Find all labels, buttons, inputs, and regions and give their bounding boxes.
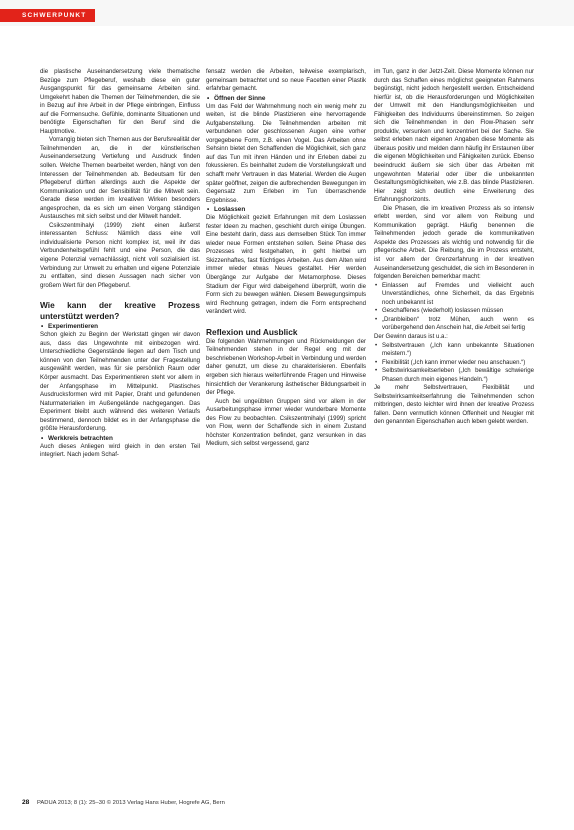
paragraph: Auch dieses Anliegen wird gleich in den ersten Teil integriert. Nach jedem Schaf- bbox=[40, 442, 200, 459]
section-label: SCHWERPUNKT bbox=[0, 9, 95, 22]
list-item: • Flexibilität („Ich kann immer wieder neu anschauen.“) bbox=[374, 359, 534, 368]
paragraph: Csikszentmihalyi (1999) zieht einen äußerst interessanten Schluss: Nämlich dass eine voll individualisierte Person nicht komplex ist, weil ihr das Verbundenheitsgefühl fehlt und eine Person, die das eigene Potenzial vernachlässigt, nicht voll sozialisiert ist. Verbindung zur Umwelt zu erhalten und eigene Potenziale zu entfalten, sind diesen Aussagen nach sicher von großem Wert für den Pflegeberuf. bbox=[40, 221, 200, 289]
paragraph: Der Gewinn daraus ist u.a.: bbox=[374, 332, 448, 340]
text-column-3 bbox=[374, 68, 534, 427]
citation-line: PADUA 2013; 8 (1): 25–30 © 2013 Verlag Hans Huber, Hogrefe AG, Bern bbox=[36, 800, 225, 806]
subheading: • Loslassen bbox=[206, 205, 366, 214]
paragraph: Um das Feld der Wahrnehmung noch ein wenig mehr zu weiten, ist die blinde Plastizieren eine hervorragende Aufgabenstellung. Die Teilnehmenden arbeiten mit verbundenen oder geschlossenen Augen eine vorher vorgegebene Form, z.B. einen Vogel. Das Arbeiten ohne Sehsinn bietet den Schaffenden die Möglichkeit, sich ganz auf das Tun mit ihren Händen und ihr Erleben dabei zu fokussieren. Es beinhaltet zudem die Vorstellungskraft und schafft mehr Vertrauen in das Material. Werden die Augen später geöffnet, zeigen die aufbrechenden Bewegungen im Gegensatz zum Erleben im Tun überraschende Ergebnisse. bbox=[206, 102, 366, 204]
subheading: • Öffnen der Sinne bbox=[206, 94, 366, 103]
list-item: • Selbstvertrauen („Ich kann unbekannte Situationen meistern.“) bbox=[374, 342, 534, 359]
section-heading: Reflexion und Ausblick bbox=[206, 326, 298, 337]
page-footer bbox=[22, 799, 225, 806]
list-item: • Selbstwirksamkeitserleben („Ich bewältige schwierige Phasen durch mein eigenes Handeln.“) bbox=[374, 367, 534, 384]
list-item: • „Dranbleiben“ trotz Mühen, auch wenn es vorübergehend den Anschein hat, die Arbeit sei fertig bbox=[374, 316, 534, 333]
page-number: 28 bbox=[22, 799, 30, 806]
paragraph: Je mehr Selbstvertrauen, Flexibilität und Selbstwirksamkeitserfahrung die Teilnehmenden schon mitbringen, desto leichter wird ihnen der kreative Prozess fallen. Denn vermutlich können Offenheit und Neugier mit den genannten Eigenschaften auch leben gelebt werden. bbox=[374, 384, 534, 426]
list bbox=[374, 282, 534, 333]
paragraph: Auch bei ungeübten Gruppen sind vor allem in der Ausarbeitungsphase immer wieder wunderbare Momente des Flow zu beobachten. Csikszentmihalyi (1999) spricht von Flow, wenn der Schaffende sich in einem Zustand höchster Konzentration befindet, ganz versunken in das Medium, sich selbst vergessend, ganz bbox=[206, 397, 366, 448]
list bbox=[374, 342, 534, 385]
paragraph: Vorrangig bieten sich Themen aus der Berufsrealität der Teilnehmenden an, die in der künstlerischen Auseinandersetzung Vertiefung und Ausdruck finden sollen. Welche Themen bearbeitet werden, hängt von den Interessen der Teilnehmenden ab. Bedeutsam für den Pflegeberuf dürften allerdings auch die Aspekte der Kommunikation und der Sensibilität für die Mitwelt sein. Gerade diese werden im kreativen Wirken besonders angesprochen, da es sich um einen Vorgang ständigen Austausches mit sich selbst und der Mitwelt handelt. bbox=[40, 136, 200, 221]
paragraph: Die Phasen, die im kreativen Prozess als so intensiv erlebt werden, sind vor allem von Reibung und Kommunikation geprägt. Häufig benennen die Teilnehmenden jedoch gerade die kommunikativen Aspekte des Prozesses als wichtig und notwendig für die pflegerische Arbeit. Die Reibung, die im Prozess entsteht, ist vor allem der Grenzerfahrung in der kreativen Auseinandersetzung geschuldet, die sich im Besonderen in folgenden Bereichen bemerkbar macht: bbox=[374, 204, 534, 281]
list-item: • Geschaffenes (wiederholt) loslassen müssen bbox=[374, 307, 534, 316]
subheading: • Werkkreis betrachten bbox=[40, 434, 200, 443]
subheading: • Experimentieren bbox=[40, 322, 200, 331]
paragraph: Schon gleich zu Beginn der Werkstatt gingen wir davon aus, dass das Ungewohnte mit einbezogen wird. Unterschiedliche Gegenstände liegen auf dem Tisch und können von den Teilnehmenden unter der Fragestellung ausgewählt werden, was für sie persönlich Raum oder Körper ausmacht. Das Experimentieren steht vor allem in der Anfangsphase im Mittelpunkt. Plastisches Ausdrucksformen wird mit Papier, Draht und gefundenen Naturmaterialien im Außengelände nachgegangen. Das Experiment bleibt auch während des weiteren Verlaufs bestimmend, dennoch bildet es in der Anfangsphase die größte Herausforderung. bbox=[40, 331, 200, 433]
section-heading: Wie kann der kreative Prozess unterstützt werden? bbox=[40, 300, 200, 322]
paragraph: Die Möglichkeit gezielt Erfahrungen mit dem Loslassen fester Ideen zu machen, geschieht durch einige Übungen. Eine besteht darin, dass aus demselben Stück Ton immer wieder neue Formen entstehen sollen. Seine Phase des Prozesses wird festgehalten, in geht hierbei um Skizzenhaftes, fast flüchtiges Arbeiten. Aus dem Alten wird immer wieder etwas Neues gestaltet. Hier werden Übergänge zur Aufgabe der Metamorphose. Dieses Stadium der Figur wird dabeigehend überprüft, worin die Form sich zu bewegen wählen. Diesem Bewegungsimpuls wird Rechnung getragen, indem die Form entsprechend verändert wird. bbox=[206, 214, 366, 316]
text-column-2 bbox=[206, 68, 366, 449]
paragraph: die plastische Auseinandersetzung viele thematische Bezüge zum Pflegeberuf, weshalb diese ein guter Ausgangspunkt für das gemeinsame Arbeiten sind. Umgekehrt haben die Themen der Teilnehmenden, die sie in Bezug auf ihre Arbeit in der Pflege einbringen, Einfluss auf die Formensuche. Gefühle, dominante Situationen und benötigte Eigenschaften für den Beruf sind die Hauptmotive. bbox=[40, 68, 200, 135]
text-column-1 bbox=[40, 68, 200, 460]
paragraph: fensatz werden die Arbeiten, teilweise exemplarisch, gemeinsam betrachtet und so neue Facetten einer Plastik erfahrbar gemacht. bbox=[206, 68, 366, 93]
paragraph: Die folgenden Wahrnehmungen und Rückmeldungen der Teilnehmenden stehen in der Regel eng mit der beschriebenen Workshop-Arbeit in Verbindung und werden daher genutzt, um diese zu charakterisieren. Ebenfalls ergeben sich hieraus weiterführende Fragen und Hinweise hinsichtlich der Verankerung ästhetischer Bildungsarbeit in der Pflege. bbox=[206, 337, 366, 397]
paragraph: im Tun, ganz in der Jetzt-Zeit. Diese Momente können nur durch das Schaffen eines möglichst geeigneten Rahmens begünstigt, nicht jedoch hergestellt werden. Entscheidend hierfür ist, ob die Herausforderungen und Möglichkeiten der Umwelt mit den Handlungsmöglichkeiten und Fähigkeiten des Individuums übereinstimmen. So zeigen sich die Teilnehmenden in den Flow-Phasen sehr produktiv, versunken und konzentriert bei der Sache. Sie selbst erleben nach eigenen Angaben diese Momente als überaus positiv und melden dann häufig ihr Erstaunen über die eigenen Möglichkeiten und Fähigkeiten zurück. Ebenso beeindruckt äußern sie sich über das Arbeiten mit ungewohnten Material oder über die unbekannten Gestaltungsmöglichkeiten, wie z.B. das blinde Plastizieren. Hier zeigt sich deutlich eine Erweiterung des Erfahrungshorizonts. bbox=[374, 68, 534, 204]
list-item: • Einlassen auf Fremdes und vielleicht auch Unverständliches, ohne Sicherheit, da das Ergebnis noch unbekannt ist bbox=[374, 282, 534, 308]
